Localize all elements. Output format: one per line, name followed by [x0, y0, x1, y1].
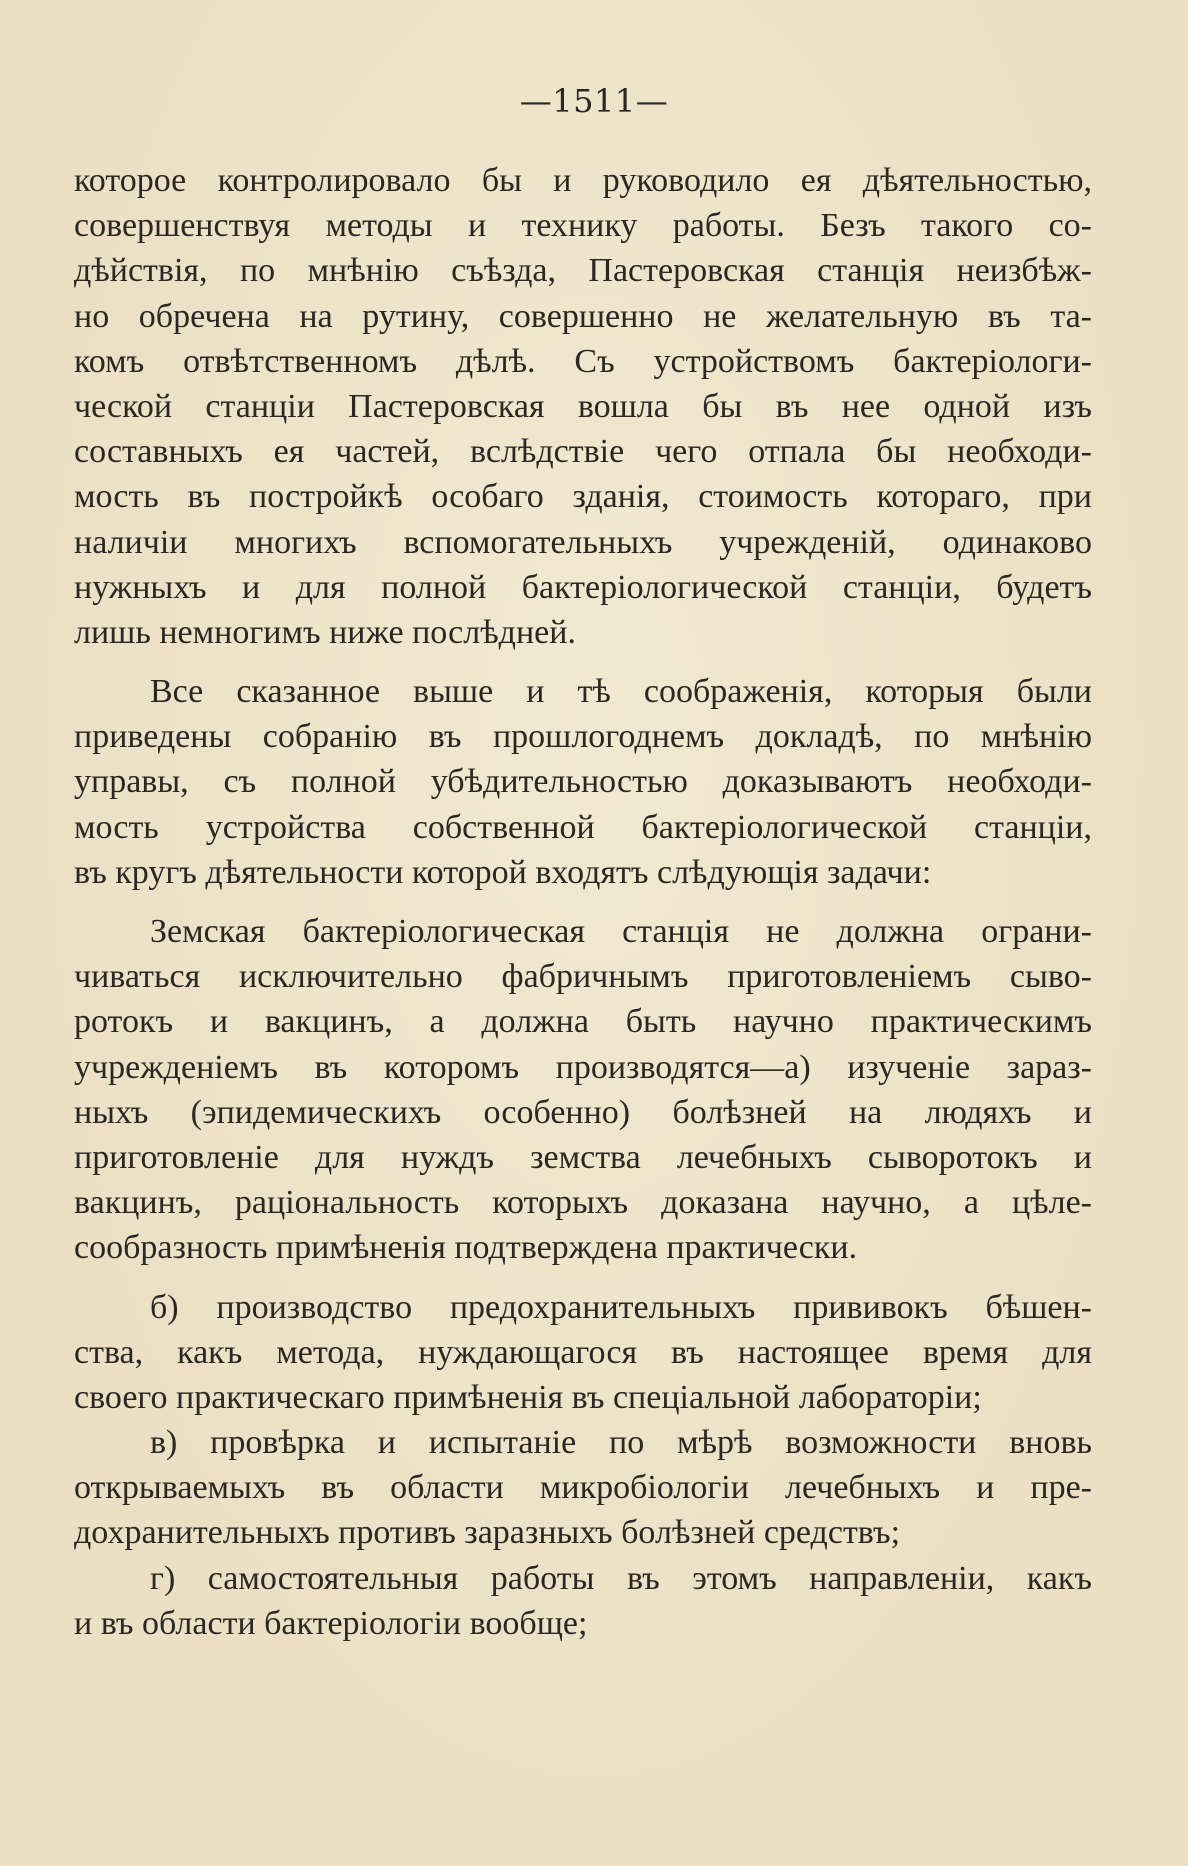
text-line: которое контролировало бы и руководило ея дѣятельностью,	[74, 162, 1092, 199]
text-line: приведены собранію въ прошлогоднемъ докладѣ, по мнѣнію	[74, 718, 1092, 756]
paragraph-1	[74, 158, 1092, 655]
text-line: наличіи многихъ вспомогательныхъ учрежденій, одинаково	[74, 523, 1092, 561]
text-line: открываемыхъ въ области микробіологіи лечебныхъ и пре-	[74, 1469, 1092, 1507]
text-line: управы, съ полной убѣдительностью доказываютъ необходи-	[74, 763, 1092, 801]
paragraph-5	[74, 1420, 1092, 1556]
text-line: в) провѣрка и испытаніе по мѣрѣ возможности вновь	[150, 1424, 1092, 1462]
text-line: но обречена на рутину, совершенно не желательную въ та-	[74, 297, 1092, 335]
text-line: мость устройства собственной бактеріологической станціи,	[74, 808, 1092, 846]
text-line: ныхъ (эпидемическихъ особенно) болѣзней на людяхъ и	[74, 1093, 1092, 1131]
text-line: дохранительныхъ противъ заразныхъ болѣзней средствъ;	[74, 1514, 901, 1552]
text-line: мость въ постройкѣ особаго зданія, стоимость котораго, при	[74, 478, 1092, 516]
text-line: лишь немногимъ ниже послѣдней.	[74, 613, 576, 651]
text-line: ротокъ и вакцинъ, а должна быть научно практическимъ	[74, 1003, 1092, 1041]
text-line: своего практическаго примѣненія въ спеціальной лабораторіи;	[74, 1378, 982, 1416]
text-line: въ кругъ дѣятельности которой входятъ слѣдующія задачи:	[74, 853, 932, 891]
text-line: совершенствуя методы и технику работы. Безъ такого со-	[74, 207, 1092, 245]
text-line: нужныхъ и для полной бактеріологической станціи, будетъ	[74, 568, 1092, 606]
text-line: учрежденіемъ въ которомъ производятся—а) изученіе зараз-	[74, 1048, 1092, 1086]
text-line: Все сказанное выше и тѣ соображенія, которыя были	[150, 673, 1092, 711]
text-line: вакцинъ, раціональность которыхъ доказана научно, а цѣле-	[74, 1184, 1092, 1222]
body-text	[74, 158, 1092, 1646]
text-line: и въ области бактеріологіи вообще;	[74, 1604, 588, 1642]
page-number: —1511—	[519, 82, 669, 120]
paragraph-6	[74, 1556, 1092, 1646]
paragraph-2	[74, 669, 1092, 895]
paragraph-4	[74, 1285, 1092, 1421]
text-line: сообразность примѣненія подтверждена практически.	[74, 1229, 858, 1267]
text-line: ства, какъ метода, нуждающагося въ настоящее время для	[74, 1333, 1092, 1371]
text-line: г) самостоятельныя работы въ этомъ направленіи, какъ	[150, 1559, 1092, 1597]
text-line: комъ отвѣтственномъ дѣлѣ. Съ устройствомъ бактеріологи-	[74, 342, 1092, 380]
paragraph-3	[74, 909, 1092, 1271]
text-line: приготовленіе для нуждъ земства лечебныхъ сыворотокъ и	[74, 1138, 1092, 1176]
text-line: ческой станціи Пастеровская вошла бы въ нее одной изъ	[74, 387, 1092, 425]
text-line: б) производство предохранительныхъ прививокъ бѣшен-	[150, 1288, 1092, 1326]
text-line: составныхъ ея частей, вслѣдствіе чего отпала бы необходи-	[74, 433, 1092, 471]
text-line: чиваться исключительно фабричнымъ приготовленіемъ сыво-	[74, 958, 1092, 996]
text-line: дѣйствія, по мнѣнію съѣзда, Пастеровская станція неизбѣж-	[74, 252, 1092, 290]
text-line: Земская бактеріологическая станція не должна ограни-	[150, 913, 1092, 950]
